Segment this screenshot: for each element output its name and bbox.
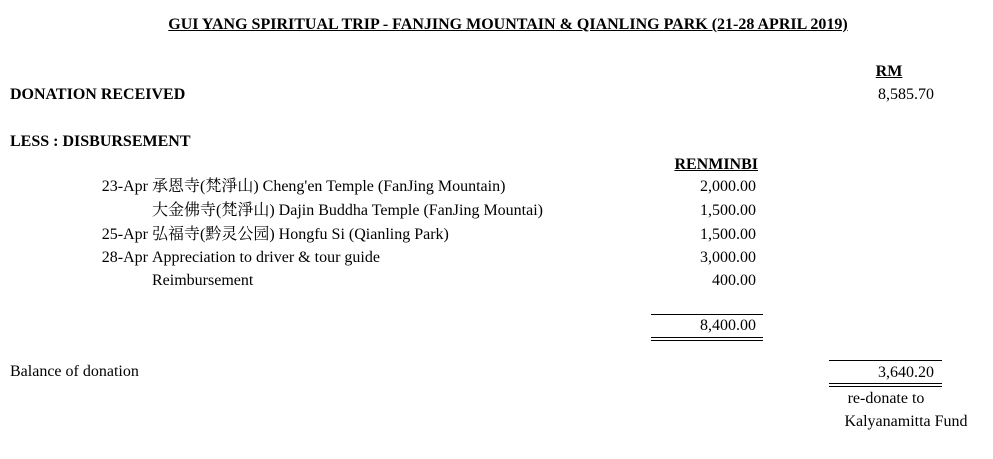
disbursement-label: LESS : DISBURSEMENT bbox=[10, 133, 191, 150]
balance-label: Balance of donation bbox=[10, 363, 139, 380]
disbursement-total: 8,400.00 bbox=[700, 317, 756, 334]
item-amount: 400.00 bbox=[712, 272, 756, 289]
rm-column-header: RM bbox=[875, 63, 903, 80]
donation-amount: 8,585.70 bbox=[878, 86, 934, 103]
item-date: 28-Apr bbox=[101, 249, 148, 266]
total-double-rule-2 bbox=[651, 340, 763, 341]
balance-note-line2: Kalyanamitta Fund bbox=[844, 413, 968, 430]
page-title: GUI YANG SPIRITUAL TRIP - FANJING MOUNTAIN & QIANLING PARK (21-28 APRIL 2019) bbox=[168, 16, 848, 33]
total-double-rule-1 bbox=[651, 337, 763, 338]
balance-amount: 3,640.20 bbox=[878, 364, 934, 381]
item-description: Appreciation to driver & tour guide bbox=[152, 249, 380, 266]
item-date: 25-Apr bbox=[101, 226, 148, 243]
item-amount: 1,500.00 bbox=[700, 202, 756, 219]
item-description: 弘福寺(黔灵公园) Hongfu Si (Qianling Park) bbox=[152, 226, 449, 243]
item-description: 承恩寺(梵淨山) Cheng'en Temple (FanJing Mountain) bbox=[152, 178, 506, 195]
donation-label: DONATION RECEIVED bbox=[10, 86, 186, 103]
item-description: 大金佛寺(梵淨山) Dajin Buddha Temple (FanJing Mountai) bbox=[152, 202, 543, 219]
item-date: 23-Apr bbox=[101, 178, 148, 195]
item-amount: 2,000.00 bbox=[700, 178, 756, 195]
balance-double-rule-1 bbox=[829, 383, 942, 384]
item-amount: 1,500.00 bbox=[700, 226, 756, 243]
renminbi-column-header: RENMINBI bbox=[674, 156, 758, 173]
balance-double-rule-2 bbox=[829, 386, 942, 387]
balance-top-rule bbox=[829, 360, 942, 361]
item-amount: 3,000.00 bbox=[700, 249, 756, 266]
total-top-rule bbox=[651, 314, 763, 315]
item-description: Reimbursement bbox=[152, 272, 254, 289]
balance-note-line1: re-donate to bbox=[847, 390, 925, 407]
